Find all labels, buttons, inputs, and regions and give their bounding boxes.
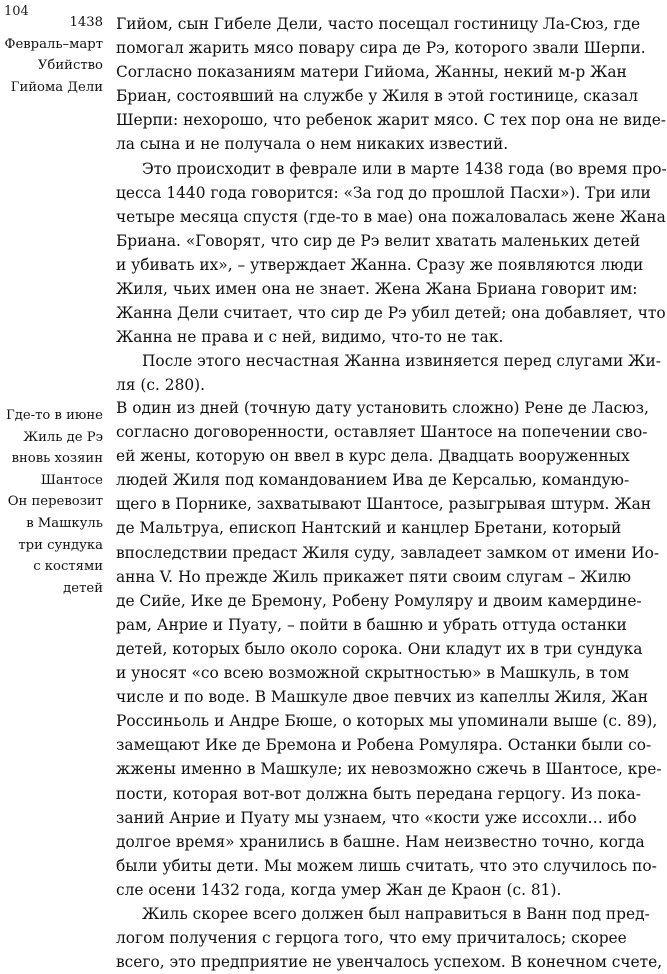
text-line: Жанна Дели считает, что сир де Рэ убил детей; она добавляет, что: [116, 304, 666, 323]
text-line: четыре месяца спустя (где-то в мае) она пожаловалась жене Жана: [116, 207, 666, 226]
text-line: анна V. Но прежде Жиль прикажет пяти своим слугам – Жилю: [116, 567, 632, 586]
page-number: 104: [4, 4, 29, 19]
text-line: логом получения с герцога того, что ему причиталось; скорее: [116, 929, 627, 948]
margin-note-line: три сундука: [18, 537, 103, 553]
text-line: рам, Анрие и Пуату, – пойти в башню и убрать оттуда останки: [116, 615, 627, 634]
text-line: людей Жиля под командованием Ива де Керсалью, командую-: [116, 471, 630, 490]
margin-note-line: детей: [63, 580, 103, 596]
text-line: были убиты дети. Мы можем лишь считать, что это случилось по-: [116, 856, 657, 875]
text-line: числе и по воде. В Машкуле двое певчих из капеллы Жиля, Жан: [116, 688, 648, 707]
text-line: де Мальтруа, епископ Нантский и канцлер Бретани, который: [116, 519, 622, 538]
text-line: замещают Ике де Бремона и Робена Ромуляра. Останки были со-: [116, 736, 652, 755]
text-line: согласно договоренности, оставляет Шантосе на попечении сво-: [116, 423, 648, 442]
text-line: щего в Порнике, захватывают Шантосе, разыгрывая штурм. Жан: [116, 495, 652, 514]
text-line: долгое время» хранились в башне. Нам неизвестно точно, когда: [116, 832, 645, 851]
margin-note-line: Где-то в июне: [5, 408, 103, 423]
text-line: жжены именно в Машкуле; их невозможно сжечь в Шантосе, кре-: [116, 760, 662, 779]
text-line: пости, которая вот-вот должна быть передана герцогу. Из пока-: [116, 784, 641, 803]
text-line: заний Анрие и Пуату мы узнаем, что «кости уже иссохли… ибо: [116, 808, 637, 827]
text-line: помогал жарить мясо повару сира де Рэ, которого звали Шерпи.: [116, 39, 646, 58]
body-text-block-2: [116, 396, 663, 974]
margin-note-line: Он перевозит: [7, 494, 103, 510]
text-line: Шерпи: нехорошо, что ребенок жарит мясо. С тех пор она не виде-: [116, 111, 667, 130]
margin-note-june: [0, 405, 103, 599]
text-line: цесса 1440 года говорится: «За год до прошлой Пасхи»). Три или: [116, 183, 651, 202]
text-line: Бриан, состоявший на службе у Жиля в этой гостинице, сказал: [116, 87, 638, 106]
text-line: ля (с. 280).: [116, 376, 206, 395]
text-line: сле осени 1432 года, когда умер Жан де Краон (с. 81).: [116, 880, 562, 899]
margin-note-line: Убийство: [37, 58, 103, 74]
text-line: ла сына и не получала о нем никаких известий.: [116, 135, 509, 154]
text-line: всего, это предприятие не увенчалось успехом. В конечном счете,: [116, 953, 663, 972]
paragraph-first-line: Это происходит в феврале или в марте 1438 года (во время про-: [142, 159, 667, 178]
paragraph-first-line: После этого несчастная Жанна извиняется перед слугами Жи-: [142, 352, 661, 371]
text-line: и уносят «со всею возможной скрытностью» в Машкуль, в том: [116, 664, 630, 683]
margin-note-line: с костями: [33, 559, 103, 575]
text-line: Бриана. «Говорят, что сир де Рэ велит хватать маленьких детей: [116, 231, 641, 250]
text-line: Гийом, сын Гибеле Дели, часто посещал гостиницу Ла-Сюз, где: [116, 15, 641, 33]
text-line: детей, которых было около сорока. Они кладут их в три сундука: [116, 639, 643, 658]
text-line: Россиньоль и Андре Бюше, о которых мы упоминали выше (с. 89),: [116, 712, 658, 731]
text-line: В один из дней (точную дату установить сложно) Рене де Ласюз,: [116, 399, 649, 417]
text-line: и убивать их», – утверждает Жанна. Сразу же появляются люди: [116, 255, 644, 274]
margin-note-line: в Машкуль: [26, 515, 103, 531]
body-text-block-1: [116, 12, 667, 398]
margin-note-1438: [0, 12, 103, 98]
text-line: впоследствии предаст Жиля суду, завладеет замком от имени Ио-: [116, 543, 660, 562]
text-line: ей жены, которую он ввел в курс дела. Двадцать вооруженных: [116, 447, 630, 466]
text-line: де Сийе, Ике де Бремону, Робену Ромуляру и двоим камердине-: [116, 591, 642, 610]
text-line: Жиля, чьих имен она не знает. Жена Жана Бриана говорит им:: [116, 280, 638, 299]
margin-note-line: 1438: [69, 15, 103, 30]
margin-note-line: Шантосе: [40, 472, 103, 488]
paragraph-first-line: Жиль скорее всего должен был направиться в Ванн под пред-: [142, 904, 650, 923]
margin-note-line: Февраль–март: [4, 36, 103, 52]
text-line: Согласно показаниям матери Гийома, Жанны, некий м-р Жан: [116, 63, 627, 82]
text-line: Жанна не права и с ней, видимо, что-то не так.: [116, 328, 504, 347]
margin-note-line: Гийома Дели: [10, 79, 103, 95]
margin-note-line: Жиль де Рэ: [23, 429, 103, 445]
margin-note-line: вновь хозяин: [11, 451, 103, 467]
